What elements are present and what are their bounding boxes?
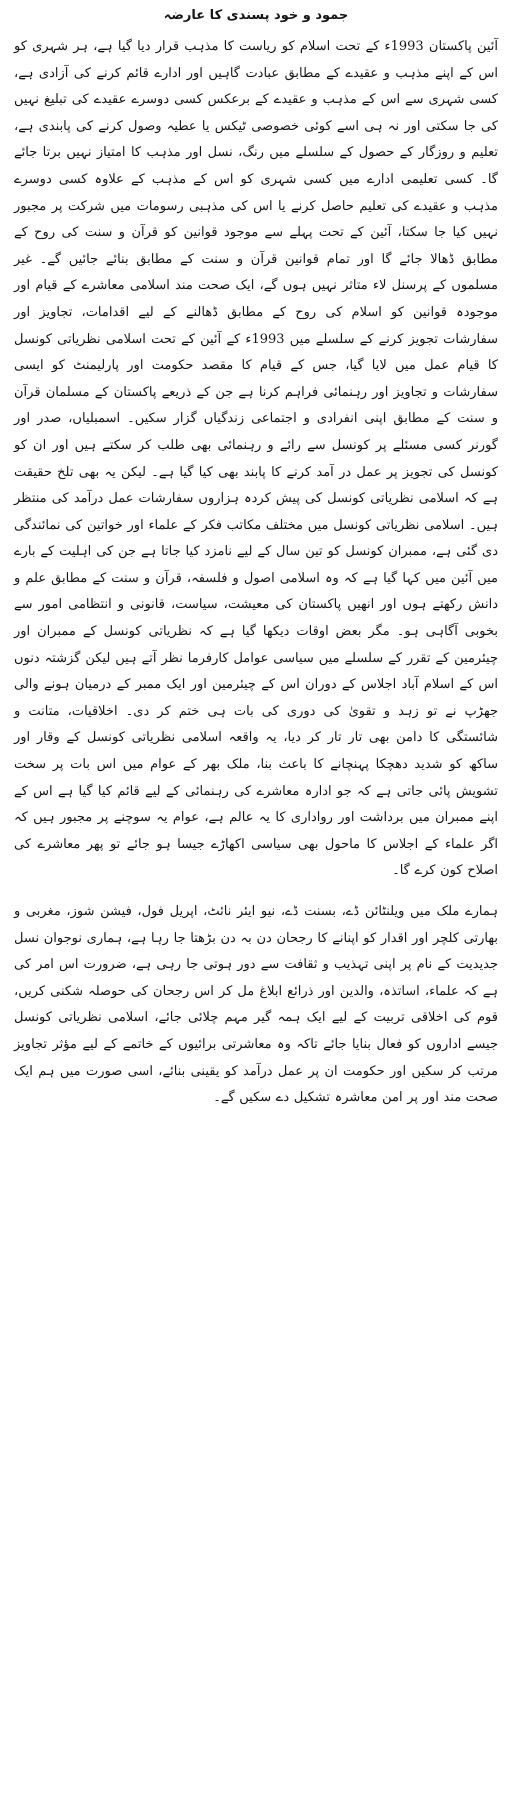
paragraph-gap — [14, 885, 498, 899]
article-paragraph-2: ہمارے ملک میں ویلنٹائن ڈے، بسنت ڈے، نیو ایئر نائٹ، اپریل فول، فیشن شوز، مغربی و بھارتی کلچر اور اقدار کو اپنانے کا رجحان دن بہ دن بڑھتا جا رہا ہے، ہماری نوجوان نسل جدیدیت کے نام پر اپنی تہذیب و ثقافت سے دور ہوتی جا رہی ہے، ضرورت اس امر کی ہے کہ علماء، اساتذہ، والدین اور ذرائع ابلاغ مل کر اس رجحان کی حوصلہ شکنی کریں، قوم کی اخلاقی تربیت کے لیے ایک ہمہ گیر مہم چلائی جائے، اسلامی نظریاتی کونسل جیسے اداروں کو فعال بنایا جائے تاکہ وہ معاشرتی برائیوں کے خاتمے کے لیے مؤثر تجاویز مرتب کر سکیں اور حکومت ان پر عمل درآمد کو یقینی بنائے، اسی صورت میں ہم ایک صحت مند اور پر امن معاشرہ تشکیل دے سکیں گے۔ — [14, 904, 498, 1106]
article-headline: جمود و خود پسندی کا عارضہ — [163, 8, 349, 23]
article-paragraph-1: آئین پاکستان 1993ء کے تحت اسلام کو ریاست کا مذہب قرار دیا گیا ہے، ہر شہری کو اس کے اپنے مذہب و عقیدے کے مطابق عبادت گاہیں اور ادارے قائم کرنے کی آزادی ہے، کسی شہری سے اس کے مذہب و عقیدے کے برعکس کسی دوسرے عقیدے کی تبلیغ نہیں کی جا سکتی اور نہ ہی اسے کوئی خصوصی ٹیکس یا عطیہ وصول کرنے کی پابندی ہے، تعلیم و روزگار کے حصول کے سلسلے میں رنگ، نسل اور مذہب کا امتیاز نہیں برتا جائے گا۔ کسی تعلیمی ادارے میں کسی شہری کو اس کے مذہب کے علاوہ کسی دوسرے مذہب و عقیدے کی تعلیم حاصل کرنے یا اس کی مذہبی رسومات میں شرکت پر مجبور نہیں کیا جا سکتا، آئین کے تحت پہلے سے موجود قوانین کو قرآن و سنت کی روح کے مطابق ڈھالا جائے گا اور تمام قوانین قرآن و سنت کے مطابق بنائے جائیں گے۔ غیر مسلموں کے پرسنل لاء متاثر نہیں ہوں گے، ایک صحت مند اسلامی معاشرے کے قیام اور موجودہ قوانین کو اسلام کی روح کے مطابق ڈھالنے کے لیے اقدامات، تجاویز اور سفارشات تجویز کرنے کے سلسلے میں 1993ء کے آئین کے تحت اسلامی نظریاتی کونسل کا قیام عمل میں لایا گیا، جس کے قیام کا مقصد حکومت اور پارلیمنٹ کو ایسی سفارشات و تجاویز اور رہنمائی فراہم کرنا ہے جن کے ذریعے پاکستان کے مسلمان قرآن و سنت کے مطابق اپنی انفرادی و اجتماعی زندگیاں گزار سکیں۔ اسمبلیاں، صدر اور گورنر کسی مسئلے پر کونسل سے رائے و رہنمائی بھی طلب کر سکتے ہیں اور ان کو کونسل کی تجویز پر عمل در آمد کرنے کا پابند بھی کیا گیا ہے۔ لیکن یہ بھی تلخ حقیقت ہے کہ اسلامی نظریاتی کونسل کی پیش کردہ ہزاروں سفارشات عمل درآمد کی منتظر ہیں۔ اسلامی نظریاتی کونسل میں مختلف مکاتب فکر کے علماء اور خواتین کی نمائندگی دی گئی ہے، ممبران کونسل کو تین سال کے لیے نامزد کیا جاتا ہے جن کی اہلیت کے بارے میں آئین میں کہا گیا ہے کہ وہ اسلامی اصول و فلسفہ، قرآن و سنت کے مطابق علم و دانش رکھتے ہوں اور انھیں پاکستان کی معیشت، سیاست، قانونی و انتظامی امور سے بخوبی آگاہی ہو۔ مگر بعض اوقات دیکھا گیا ہے کہ نظریاتی کونسل کے ممبران اور چیئرمین کے تقرر کے سلسلے میں سیاسی عوامل کارفرما نظر آتے ہیں لیکن گزشتہ دنوں اس کے اسلام آباد اجلاس کے دوران اس کے چیئرمین اور ایک ممبر کے درمیان ہونے والی جھڑپ نے تو زہد و تقویٰ کی دوری کی بات ہی ختم کر دی۔ اخلاقیات، متانت و شائستگی کا دامن بھی تار تار کر دیا، یہ واقعہ اسلامی نظریاتی کونسل کے وقار اور ساکھ کو شدید دھچکا پہنچانے کا باعث بنا، ملک بھر کے عوام میں اس بات پر سخت تشویش پائی جاتی ہے کہ جو ادارہ معاشرے کی رہنمائی کے لیے قائم کیا گیا ہے اس کے اپنے ممبران میں برداشت اور رواداری کا یہ عالم ہے، عوام یہ سوچنے پر مجبور ہیں کہ اگر علماء کے اجلاس کا ماحول بھی سیاسی اکھاڑے جیسا ہو جائے تو پھر معاشرے کی اصلاح کون کرے گا۔ — [14, 39, 498, 879]
